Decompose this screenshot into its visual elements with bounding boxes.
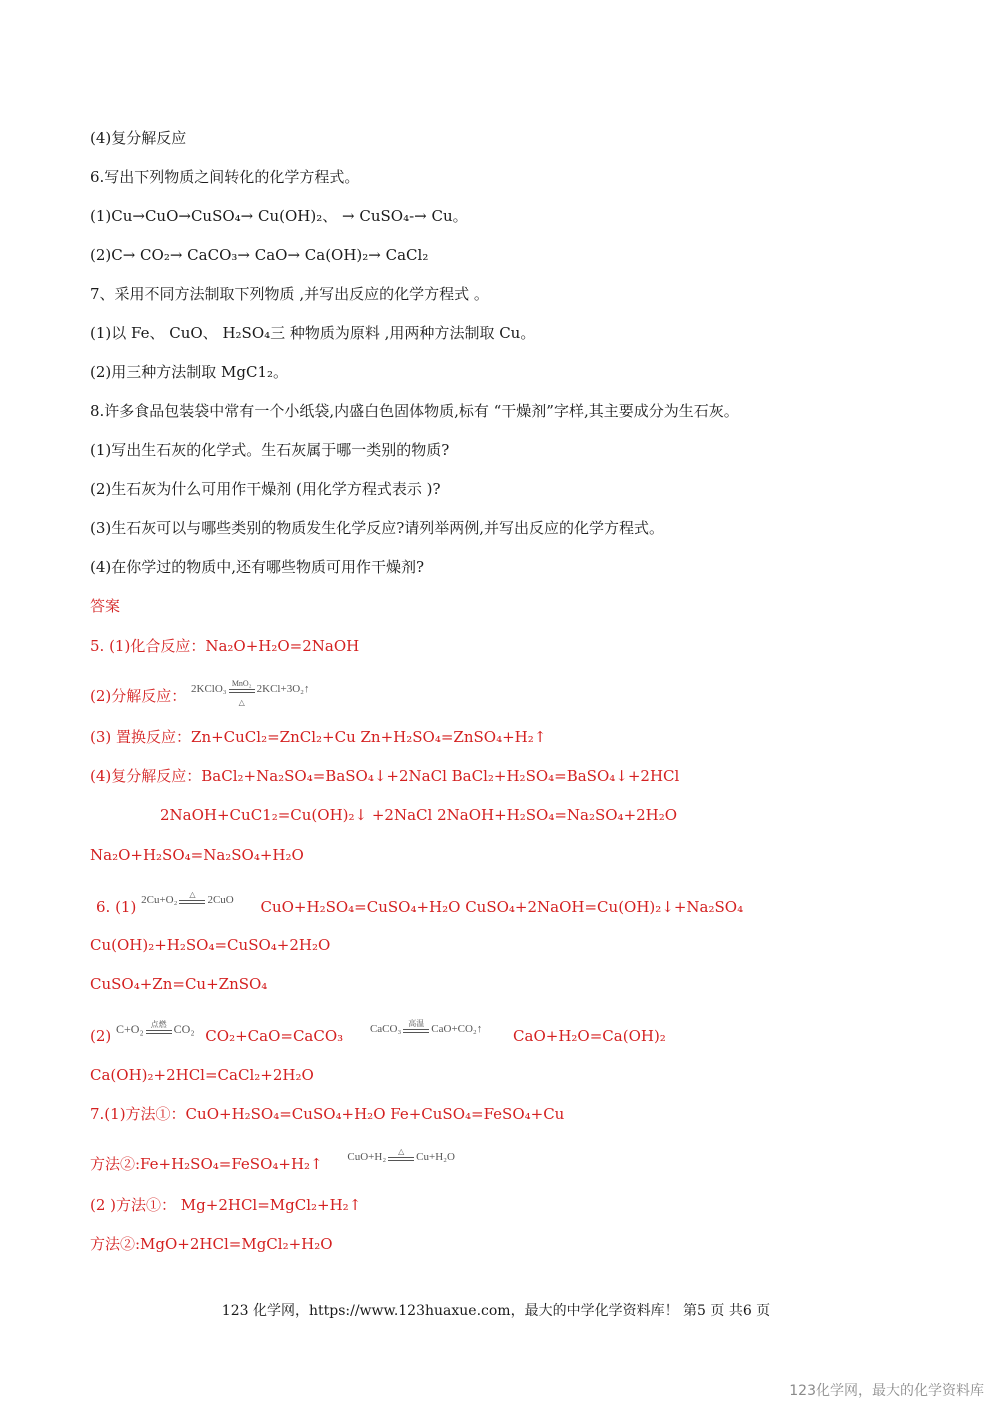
answer-line: Ca(OH)₂+2HCl=CaCl₂+2H₂O — [90, 1066, 314, 1084]
eq-left: 2KClO₃ — [191, 683, 227, 695]
watermark: 123化学网，最大的化学资料库 — [789, 1383, 984, 1399]
condition-arrow — [388, 1147, 414, 1161]
answer-line — [90, 1147, 455, 1175]
question-line: (4)在你学过的物质中,还有哪些物质可用作干燥剂? — [90, 558, 425, 576]
answer-line: Cu(OH)₂+H₂SO₄=CuSO₄+2H₂O — [90, 936, 331, 954]
eq-condition: △ — [398, 1147, 405, 1157]
eq-condition: MnO₂ — [231, 679, 252, 689]
condition-arrow — [179, 890, 205, 904]
question-line: (3)生石灰可以与哪些类别的物质发生化学反应?请列举两例,并写出反应的化学方程式。 — [90, 519, 665, 537]
page-footer: 123 化学网，https://www.123huaxue.com，最大的中学化学资料库！ 第5 页 共6 页 — [221, 1303, 771, 1319]
question-line: (2)用三种方法制取 MgC1₂。 — [90, 363, 289, 381]
answer-label: (2)分解反应： — [90, 687, 187, 705]
eq-condition: △ — [238, 698, 245, 708]
answer-line: Na₂O+H₂SO₄=Na₂SO₄+H₂O — [90, 846, 304, 864]
answer-line: (3) 置换反应：Zn+CuCl₂=ZnCl₂+Cu Zn+H₂SO₄=ZnSO₄+H₂↑ — [90, 728, 547, 746]
answer-text: CuO+H₂SO₄=CuSO₄+H₂O CuSO₄+2NaOH=Cu(OH)₂↓+Na₂SO₄ — [260, 898, 744, 916]
eq-left: CaCO₃ — [369, 1023, 402, 1035]
eq-right: CaO+CO₂↑ — [431, 1023, 483, 1035]
eq-left: CuO+H₂ — [347, 1151, 387, 1163]
equation-image — [347, 1147, 455, 1167]
condition-arrow — [146, 1020, 172, 1034]
condition-arrow — [229, 679, 255, 708]
question-line: (1)以 Fe、 CuO、 H₂SO₄三 种物质为原料 ,用两种方法制取 Cu。 — [90, 324, 536, 342]
question-line: (1)写出生石灰的化学式。生石灰属于哪一类别的物质? — [90, 441, 450, 459]
equation-image — [141, 890, 234, 910]
answer-label: 6. (1) — [96, 898, 137, 916]
answer-line: 7.(1)方法①：CuO+H₂SO₄=CuSO₄+H₂O Fe+CuSO₄=FeSO₄+Cu — [90, 1105, 565, 1123]
question-line: (1)Cu→CuO→CuSO₄→ Cu(OH)₂、 → CuSO₄-→ Cu。 — [90, 207, 468, 225]
answer-line — [90, 1019, 666, 1047]
answer-line — [90, 679, 310, 708]
answer-heading: 答案 — [90, 597, 121, 615]
answer-line: (4)复分解反应：BaCl₂+Na₂SO₄=BaSO₄↓+2NaCl BaCl₂+H₂SO₄=BaSO₄↓+2HCl — [90, 767, 680, 785]
answer-text: CaO+H₂O=Ca(OH)₂ — [513, 1027, 666, 1045]
answer-line: (2 )方法①： Mg+2HCl=MgCl₂+H₂↑ — [90, 1196, 362, 1214]
answer-line: 2NaOH+CuC1₂=Cu(OH)₂↓ +2NaCl 2NaOH+H₂SO₄=Na₂SO₄+2H₂O — [160, 806, 678, 824]
question-line: 8.许多食品包装袋中常有一个小纸袋,内盛白色固体物质,标有 “干燥剂”字样,其主要成分为生石灰。 — [90, 402, 739, 420]
answer-text: CO₂+CaO=CaCO₃ — [205, 1027, 344, 1045]
eq-right: 2CuO — [207, 894, 234, 906]
eq-left: C+O₂ — [116, 1022, 144, 1036]
answer-line — [96, 890, 744, 918]
answer-text: 方法②:Fe+H₂SO₄=FeSO₄+H₂↑ — [90, 1155, 323, 1173]
question-line: (2)生石灰为什么可用作干燥剂 (用化学方程式表示 )? — [90, 480, 441, 498]
answer-label: (2) — [90, 1027, 112, 1045]
question-line: (4)复分解反应 — [90, 129, 187, 147]
answer-line: 5. (1)化合反应：Na₂O+H₂O=2NaOH — [90, 637, 360, 655]
eq-right: 2KCl+3O₂↑ — [256, 683, 310, 695]
equation-image — [370, 1019, 482, 1039]
eq-right: Cu+H₂O — [416, 1151, 455, 1163]
condition-arrow — [403, 1019, 429, 1033]
equation-image — [191, 679, 310, 708]
answer-line: CuSO₄+Zn=Cu+ZnSO₄ — [90, 975, 268, 993]
eq-condition: △ — [189, 890, 196, 900]
eq-condition: 点燃 — [150, 1020, 167, 1030]
answer-line: 方法②:MgO+2HCl=MgCl₂+H₂O — [90, 1235, 333, 1253]
equation-image — [116, 1019, 194, 1039]
question-line: 7、采用不同方法制取下列物质 ,并写出反应的化学方程式 。 — [90, 285, 489, 303]
eq-left: 2Cu+O₂ — [141, 894, 178, 906]
question-line: 6.写出下列物质之间转化的化学方程式。 — [90, 168, 360, 186]
question-line: (2)C→ CO₂→ CaCO₃→ CaO→ Ca(OH)₂→ CaCl₂ — [90, 246, 429, 264]
eq-condition: 高温 — [408, 1019, 425, 1029]
eq-right: CO₂ — [173, 1022, 195, 1036]
